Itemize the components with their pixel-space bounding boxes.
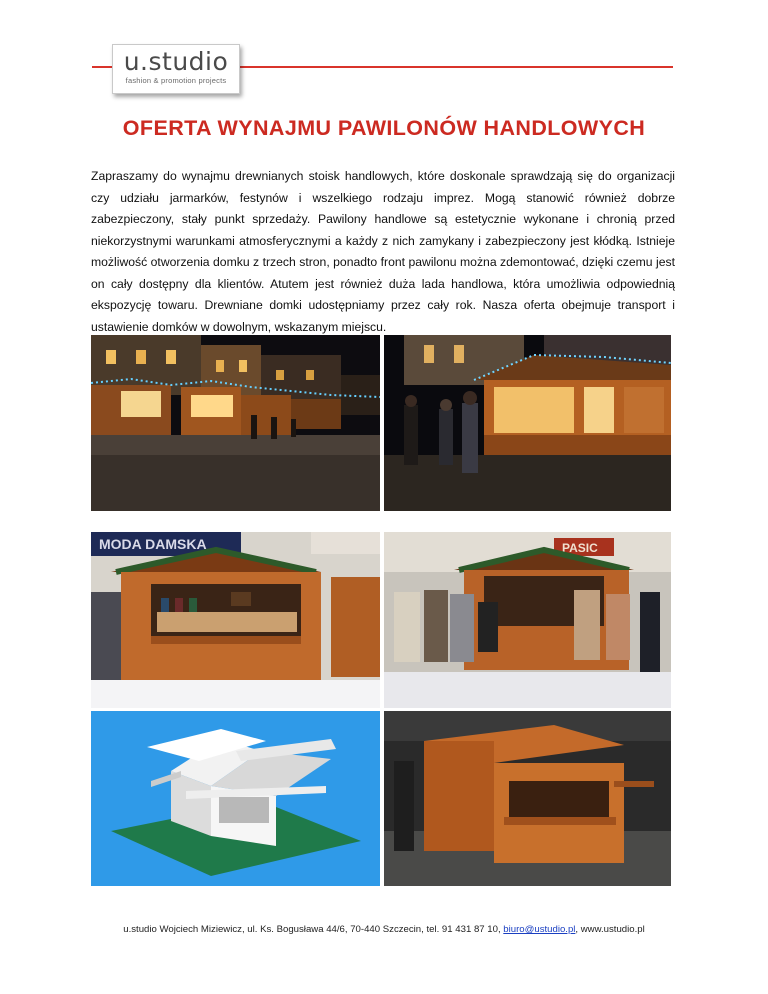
footer-address: u.studio Wojciech Miziewicz, ul. Ks. Bogusława 44/6, 70-440 Szczecin, tel. 91 431 87 10,	[123, 924, 504, 935]
header-rule-left	[92, 66, 112, 68]
logo-tagline: fashion & promotion projects	[125, 76, 227, 85]
company-logo	[112, 44, 240, 94]
footer-website: , www.ustudio.pl	[575, 924, 645, 935]
header-rule-right	[240, 66, 673, 68]
photo-stall-with-coats	[384, 532, 671, 708]
footer-contact	[0, 924, 768, 935]
photo-pavilion-3d-render	[91, 711, 380, 886]
photo-snowy-stall-bottles	[91, 532, 380, 708]
footer-email-link[interactable]: biuro@ustudio.pl	[503, 924, 576, 935]
sign-moda-damska: MODA DAMSKA	[99, 536, 207, 552]
page-title: OFERTA WYNAJMU PAWILONÓW HANDLOWYCH	[122, 116, 646, 140]
photo-night-market-street	[91, 335, 380, 511]
sign-pasic: PASIC	[562, 541, 598, 555]
photo-night-stall-customers	[384, 335, 671, 511]
intro-paragraph: Zapraszamy do wynajmu drewnianych stoisk handlowych, które doskonale sprawdzają się do organizacji czy udziału jarmarków, festynów i wszelkiego rodzaju imprez. Mogą stanowić również dobrze zabezpieczony, stały punkt sprzedaży. Pawilony handlowe są estetycznie wykonane i chronią przed niekorzystnymi warunkami atmosferycznymi a każdy z nich zamykany i zabezpieczony jest kłódką. Istnieje możliwość otworzenia domku z trzech stron, ponadto front pawilonu można zdemontować, dzięki czemu jest on cały dostępny dla klientów. Atutem jest również duża lada handlowa, która umożliwia odpowiednią ekspozycję towaru. Drewniane domki udostępniamy przez cały rok. Nasza oferta obejmuje transport i ustawienie domków w dowolnym, wskazanym miejscu.	[91, 169, 675, 334]
photo-wooden-pavilion-indoor	[384, 711, 671, 886]
logo-brand: u.studio	[123, 47, 229, 76]
